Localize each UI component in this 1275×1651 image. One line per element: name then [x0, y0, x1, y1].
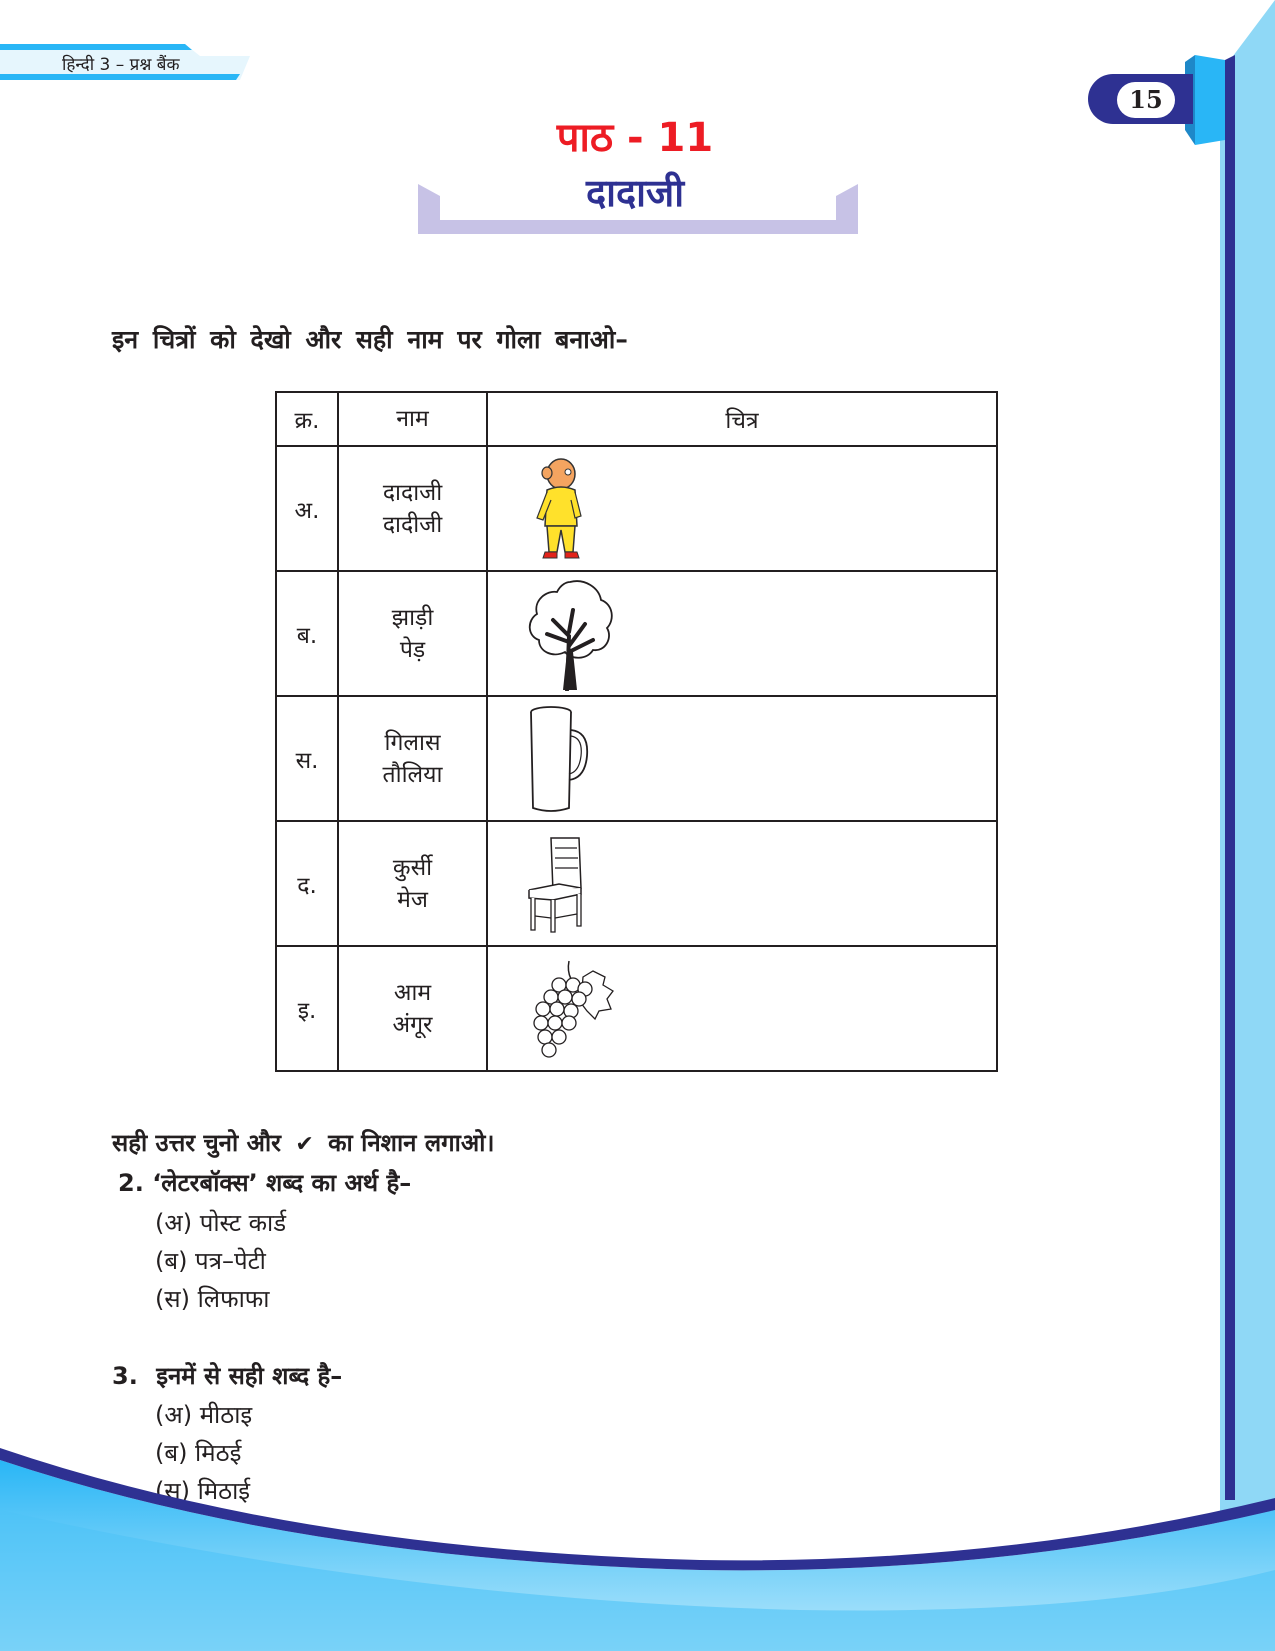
row-serial: अ. — [276, 446, 338, 571]
checkmark-icon: ✔ — [295, 1132, 314, 1157]
name-option[interactable]: मेज — [397, 886, 428, 913]
instruction-circle-names: इन चित्रों को देखो और सही नाम पर गोला बनाओ– — [112, 325, 628, 354]
row-serial: ब. — [276, 571, 338, 696]
grandfather-icon — [523, 456, 593, 561]
header-serial: क्र. — [276, 392, 338, 446]
question-option[interactable]: (ब) मिठई — [155, 1439, 242, 1467]
name-option[interactable]: दादाजी — [382, 479, 443, 506]
row-names — [338, 821, 487, 946]
question-option[interactable]: (अ) मीठाइ — [155, 1401, 253, 1429]
table-row — [276, 446, 997, 571]
name-option[interactable]: आम — [393, 979, 432, 1006]
row-names — [338, 571, 487, 696]
table-row — [276, 571, 997, 696]
bottom-wave-decoration — [0, 1440, 1275, 1651]
question-text: ‘लेटरबॉक्स’ शब्द का अर्थ है– — [152, 1169, 412, 1197]
page-number: 15 — [1117, 82, 1175, 118]
row-picture — [487, 571, 997, 696]
row-names — [338, 696, 487, 821]
row-names — [338, 446, 487, 571]
table-header-row — [276, 392, 997, 446]
name-option[interactable]: अंगूर — [392, 1011, 433, 1038]
glass-icon — [523, 704, 593, 814]
lesson-title: दादाजी — [585, 171, 685, 215]
picture-name-table — [275, 391, 998, 1072]
row-picture — [487, 946, 997, 1071]
tick-instruction — [112, 1126, 495, 1159]
question-text: इनमें से सही शब्द है– — [156, 1362, 343, 1390]
table-row — [276, 821, 997, 946]
question-2 — [118, 1166, 411, 1199]
question-option[interactable]: (अ) पोस्ट कार्ड — [155, 1209, 287, 1237]
question-number: 3. — [112, 1362, 138, 1390]
name-option[interactable]: कुर्सी — [392, 854, 433, 881]
question-option[interactable]: (स) लिफाफा — [155, 1285, 270, 1313]
tick-instruction-start: सही उत्तर चुनो और — [112, 1129, 281, 1157]
row-serial: द. — [276, 821, 338, 946]
question-number: 2. — [118, 1169, 144, 1197]
row-picture — [487, 821, 997, 946]
question-option[interactable]: (स) मिठाई — [155, 1477, 251, 1505]
header-name: नाम — [338, 392, 487, 446]
lesson-number: पाठ - 11 — [556, 115, 714, 161]
page-edge-decoration — [1145, 0, 1275, 1651]
name-option[interactable]: पेड़ — [399, 636, 426, 663]
header-picture: चित्र — [487, 392, 997, 446]
question-3 — [112, 1359, 342, 1392]
name-option[interactable]: गिलास — [384, 729, 441, 756]
row-picture — [487, 696, 997, 821]
name-option[interactable]: तौलिया — [382, 761, 443, 788]
name-option[interactable]: झाड़ी — [391, 604, 434, 631]
grapes-icon — [523, 959, 618, 1059]
table-row — [276, 696, 997, 821]
question-option[interactable]: (ब) पत्र–पेटी — [155, 1247, 266, 1275]
book-title: हिन्दी 3 – प्रश्न बैंक — [62, 55, 180, 75]
row-serial: इ. — [276, 946, 338, 1071]
row-serial: स. — [276, 696, 338, 821]
tick-instruction-end: का निशान लगाओ। — [328, 1129, 495, 1157]
name-option[interactable]: दादीजी — [382, 511, 443, 538]
table-row — [276, 946, 997, 1071]
tree-icon — [523, 576, 618, 691]
row-picture — [487, 446, 997, 571]
row-names — [338, 946, 487, 1071]
chair-icon — [523, 834, 593, 934]
